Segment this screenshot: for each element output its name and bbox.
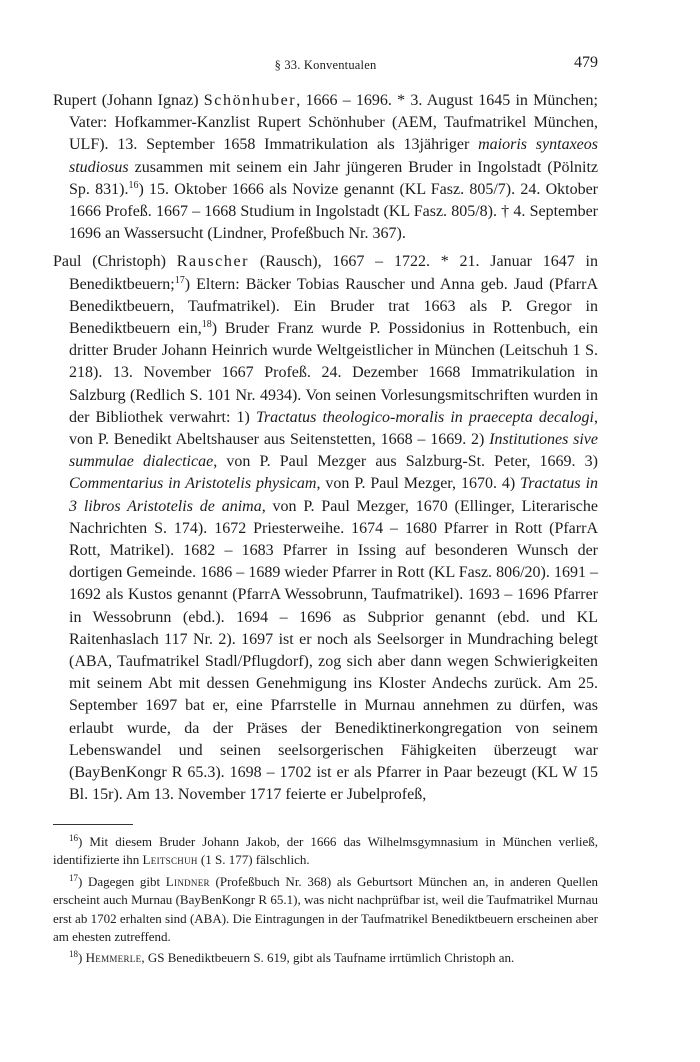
footnote-16 <box>53 833 598 870</box>
footnote-author: Lindner <box>165 873 210 889</box>
footnote-text: , GS Benediktbeuern S. 619, gibt als Taufname irrtümlich Christoph an. <box>141 950 515 966</box>
entry-text: , 1666 – 1696. * 3. August 1645 in München; Vater: Hofkammer-Kanzlist Rupert Schönhuber (AEM, Taufmatrikel München, ULF). 13. September 1658 Immatrikulation als 13jähriger <box>69 92 599 154</box>
footnote-18 <box>53 949 598 967</box>
running-head: § 33. Konventualen <box>274 58 377 72</box>
footnote-number: 17 <box>69 872 78 883</box>
entry-italic: maioris syntaxeos studiosus <box>69 136 598 176</box>
main-text <box>53 90 598 813</box>
entry-italic: Tractatus theologico-moralis in praecepta decalogi <box>255 408 594 426</box>
entry-text: , von P. Paul Mezger aus Salzburg-St. Peter, 1669. 3) <box>213 453 599 471</box>
entry-surname: Rauscher <box>176 253 250 271</box>
footnote-ref: 18 <box>201 319 212 331</box>
footnote-text: ) <box>78 950 86 966</box>
entry-surname: Schönhuber <box>203 92 297 109</box>
footnote-text: (1 S. 177) fälschlich. <box>197 852 310 868</box>
footnote-number: 18 <box>69 949 78 960</box>
entry-text: , von P. Benedikt Abeltshauser aus Seitenstetten, 1668 – 1669. 2) <box>69 408 598 449</box>
footnote-text: ) Mit diesem Bruder Johann Jakob, der 1666 das Wilhelmsgymnasium in München verließ, identifizierte ihn <box>53 834 598 868</box>
page-number: 479 <box>574 54 598 71</box>
entry-text: , von P. Paul Mezger, 1670. 4) <box>316 475 521 493</box>
page-header <box>53 54 598 76</box>
entry-italic: Commentarius in Aristotelis physicam <box>69 475 317 493</box>
footnote-author: Hemmerle <box>85 950 142 966</box>
entry-text: , von P. Paul Mezger, 1670 (Ellinger, Literarische Nachrichten S. 174). 1672 Priesterweihe. 1674 – 1680 Pfarrer in Rott (PfarrA Rott, Matrikel). 1682 – 1683 Pfarrer in Issing auf besonderen Wunsch der dortigen Gemeinde. 1686 – 1689 wieder Pfarrer in Rott (KL Fasz. 806/20). 1691 – 1692 als Kustos genannt (PfarrA Wessobrunn, Taufmatrikel). 1693 – 1696 Pfarrer in Wessobrunn (ebd.). 1694 – 1696 as Subprior genannt (ebd. und KL Raitenhaslach 117 Nr. 2). 1697 ist er noch als Seelsorger in Mundraching belegt (ABA, Taufmatrikel Stadl/Pflugdorf), zog sich aber dann wegen Schwierigkeiten mit seinem Abt mit dessen Genehmigung ins Kloster Andechs zurück. Am 25. September 1697 bat er, eine Pfarrstelle in Murnau annehmen zu dürfen, was erlaubt wurde, da der Präses der Benediktinerkongregation von seinem Lebenswandel und seinen seelsorgerischen Fähigkeiten überzeugt war (BayBenKongr R 65.3). 1698 – 1702 ist er als Pfarrer in Paar bezeugt (KL W 15 Bl. 15r). Am 13. November 1717 feierte er Jubelprofeß, <box>69 497 598 804</box>
entry-given-names: Rupert (Johann Ignaz) <box>53 92 204 109</box>
footnote-ref: 17 <box>174 274 185 286</box>
entry-italic: Tractatus in 3 libros Aristotelis de anima <box>69 475 599 515</box>
footnote-text: (Profeßbuch Nr. 368) als Geburtsort München an, in anderen Quellen erscheint auch Murnau (BayBenKongr R 65.1), was nicht nachprüfbar ist, weil die Taufmatrikel Murnau erst ab 1702 erhalten sind (ABA). Die Eintragungen in der Taufmatrikel Benediktbeuern erscheinen aber am ehesten zutreffend. <box>53 873 598 945</box>
entry-text: ) Eltern: Bäcker Tobias Rauscher und Anna geb. Jaud (PfarrA Benediktbeuern, Taufmatrikel). Ein Bruder trat 1663 als P. Gregor in Benediktbeuern ein, <box>69 275 598 338</box>
footnote-separator <box>53 824 133 825</box>
entry-text: ) Bruder Franz wurde P. Possidonius in Rottenbuch, ein dritter Bruder Johann Heinrich wurde Weltgeistlicher in München (Leitschuh 1 S. 218). 13. November 1667 Profeß. 24. Dezember 1668 Immatrikulation in Salzburg (Redlich S. 101 Nr. 4934). Von seinen Vorlesungsmitschriften wurden in der Bibliothek verwahrt: 1) <box>69 320 599 426</box>
entry-italic: Institutiones sive summulae dialecticae <box>69 431 599 471</box>
footnotes <box>53 833 598 971</box>
footnote-number: 16 <box>69 833 78 843</box>
footnote-author: Leitschuh <box>142 852 198 868</box>
footnote-text: ) Dagegen gibt <box>78 873 166 889</box>
footnote-17 <box>53 873 598 947</box>
entry-schoenhuber <box>53 90 598 245</box>
entry-text: ) 15. Oktober 1666 als Novize genannt (KL Fasz. 805/7). 24. Oktober 1666 Profeß. 1667 – 1668 Studium in Ingolstadt (KL Fasz. 805/8). † 4. September 1696 an Wassersucht (Lindner, Profeßbuch Nr. 367). <box>69 180 598 243</box>
entry-rauscher <box>53 251 598 806</box>
entry-given-names: Paul (Christoph) <box>53 253 177 271</box>
entry-text: (Rausch), 1667 – 1722. * 21. Januar 1647 in Benediktbeuern; <box>69 253 598 293</box>
footnote-ref: 16 <box>128 179 139 191</box>
entry-text: zusammen mit seinem ein Jahr jüngeren Bruder in Ingolstadt (Pölnitz Sp. 831). <box>69 158 598 198</box>
